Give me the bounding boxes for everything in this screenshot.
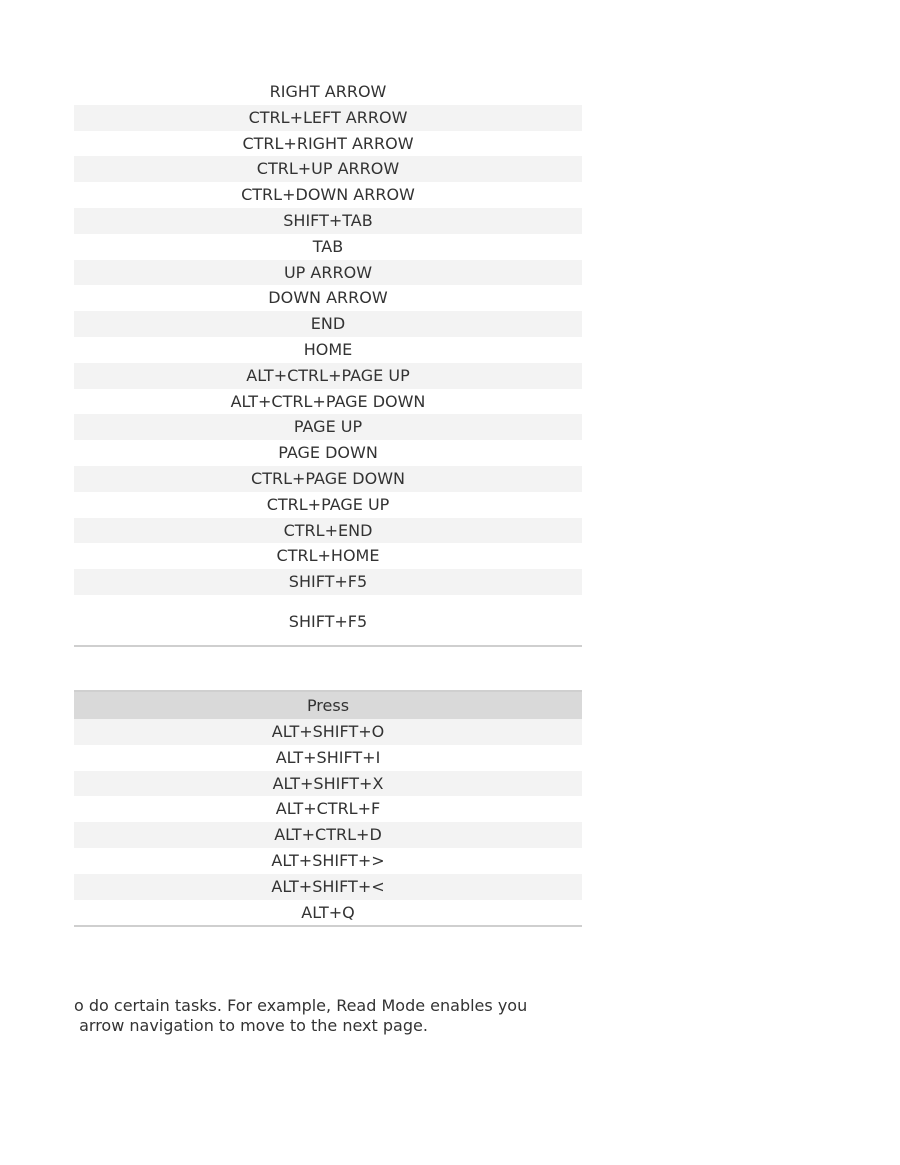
shortcut-table-1 <box>74 79 582 647</box>
table-row: CTRL+PAGE DOWN <box>74 466 582 492</box>
paragraph-line: o do certain tasks. For example, Read Mode enables you <box>74 996 528 1015</box>
table-row: ALT+CTRL+PAGE UP <box>74 363 582 389</box>
table-row: SHIFT+F5 <box>288 611 368 631</box>
paragraph-line: arrow navigation to move to the next page. <box>74 1016 428 1035</box>
body-paragraph <box>74 996 594 1036</box>
table-row: CTRL+END <box>74 518 582 544</box>
table-row: SHIFT+F5 <box>74 569 582 595</box>
table-bottom-divider <box>74 645 582 647</box>
table-row: CTRL+DOWN ARROW <box>241 185 415 205</box>
table-row: CTRL+UP ARROW <box>74 156 582 182</box>
table-row: UP ARROW <box>74 260 582 286</box>
table-row: CTRL+RIGHT ARROW <box>242 133 414 153</box>
table-row: ALT+CTRL+D <box>74 822 582 848</box>
table-row: ALT+SHIFT+I <box>275 747 381 767</box>
table-row: RIGHT ARROW <box>269 82 387 101</box>
table-row: PAGE UP <box>74 414 582 440</box>
table-row: CTRL+PAGE UP <box>266 494 390 514</box>
table-row: ALT+SHIFT+< <box>74 874 582 900</box>
table-row: ALT+SHIFT+> <box>271 850 385 870</box>
table-header-press: Press <box>74 690 582 719</box>
table-row: ALT+SHIFT+O <box>74 719 582 745</box>
table-row: DOWN ARROW <box>268 288 388 308</box>
table-row: END <box>74 311 582 337</box>
table-row: ALT+SHIFT+X <box>74 771 582 797</box>
shortcut-table-2 <box>74 690 582 927</box>
table-row: PAGE DOWN <box>278 443 378 463</box>
table-row: ALT+Q <box>301 902 355 922</box>
table-row: TAB <box>312 236 344 256</box>
table-row: SHIFT+TAB <box>74 208 582 234</box>
table-row: ALT+CTRL+PAGE DOWN <box>230 391 426 411</box>
table-bottom-divider <box>74 925 582 927</box>
table-row: HOME <box>303 339 353 359</box>
table-row: CTRL+LEFT ARROW <box>74 105 582 131</box>
table-row: CTRL+HOME <box>276 546 380 566</box>
table-row: ALT+CTRL+F <box>275 799 381 819</box>
